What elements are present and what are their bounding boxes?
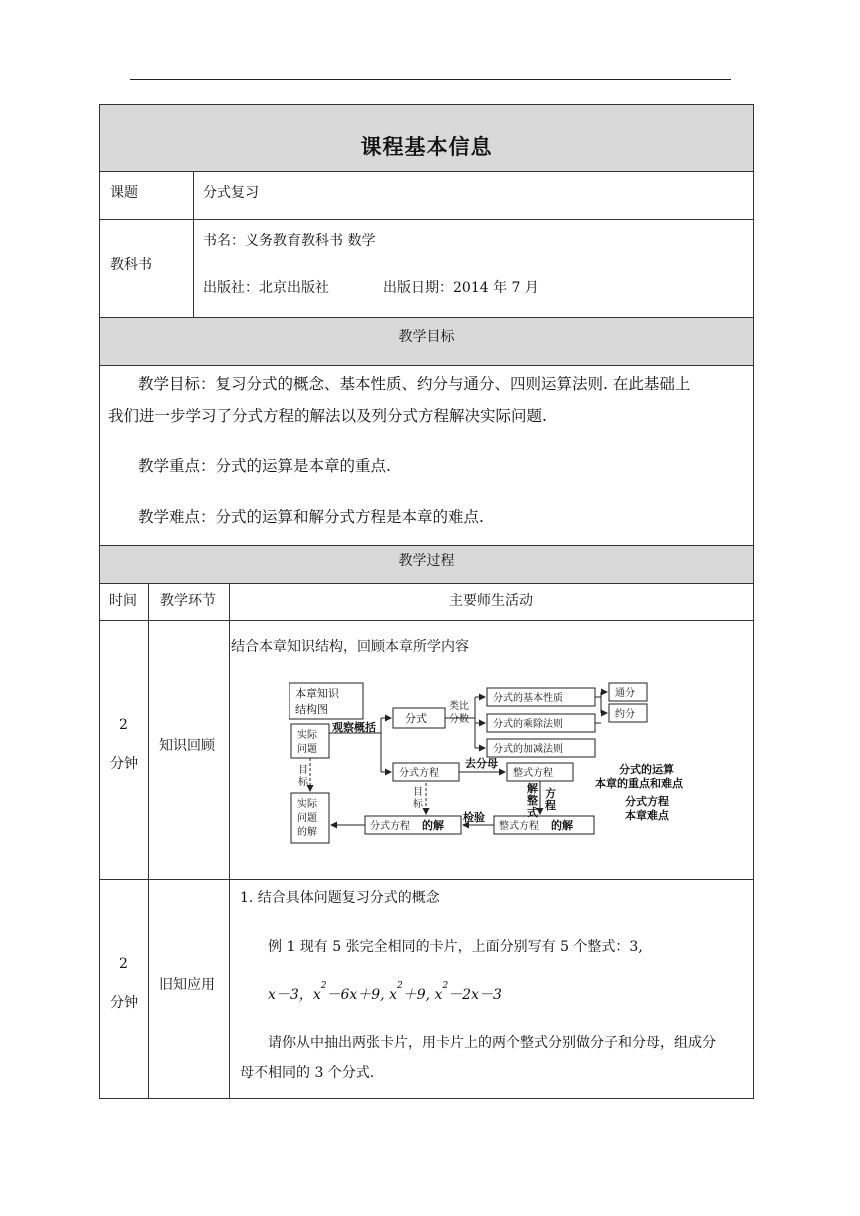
- objectives-header-row: [99, 318, 754, 366]
- text-fraction-solution-b: 的解: [422, 819, 444, 832]
- text-real-problem-1: 实际: [297, 730, 317, 741]
- text-note-eq-1: 分式方程: [625, 795, 669, 808]
- application-time-number: 2: [119, 956, 128, 972]
- text-note-eq-2: 本章难点: [625, 809, 669, 822]
- text-check: 检验: [463, 811, 485, 824]
- expr-2b: －6x＋9,: [326, 987, 385, 1003]
- goal-line-2: 我们进一步学习了分式方程的解法以及列分式方程解决实际问题.: [108, 407, 547, 425]
- text-structure-2: 结构图: [295, 703, 328, 716]
- text-add-sub: 分式的加减法则: [493, 744, 563, 755]
- process-column-headers: [99, 584, 754, 621]
- difficulty: 教学难点：分式的运算和解分式方程是本章的难点.: [138, 508, 484, 526]
- expr-1: x－3，: [268, 987, 313, 1003]
- text-integral-equation: 整式方程: [513, 768, 553, 779]
- text-basic-property: 分式的基本性质: [493, 693, 563, 704]
- header-rule: [130, 79, 731, 80]
- application-stage: 旧知应用: [159, 977, 215, 993]
- textbook-label: 教科书: [110, 257, 152, 273]
- text-remove-denom: 去分母: [465, 757, 498, 770]
- application-point: 1. 结合具体问题复习分式的概念: [240, 890, 440, 906]
- review-time-unit: 分钟: [110, 756, 138, 772]
- col-activity: 主要师生活动: [449, 593, 533, 609]
- text-solve-4: 方: [545, 787, 556, 800]
- expr-4a: x: [434, 987, 443, 1003]
- text-observe: 观察概括: [332, 721, 376, 734]
- review-time-number: 2: [119, 717, 128, 733]
- expr-3b: ＋9,: [402, 987, 431, 1003]
- goal-line-1: 教学目标：复习分式的概念、基本性质、约分与通分、四则运算法则. 在此基础上: [138, 375, 691, 393]
- text-mul-div: 分式的乘除法则: [493, 719, 563, 730]
- topic-value: 分式复习: [203, 185, 259, 201]
- course-info-title: 课程基本信息: [360, 134, 493, 159]
- knowledge-structure-diagram: [289, 681, 699, 851]
- text-real-solution-1: 实际: [297, 799, 317, 810]
- lesson-plan-table: [99, 104, 754, 1099]
- book-name: 书名：义务教育教科书 数学: [203, 233, 376, 249]
- expr-4-sup: 2: [442, 981, 449, 991]
- topic-row: [99, 172, 754, 220]
- col-time: 时间: [109, 593, 137, 609]
- objectives-header: 教学目标: [398, 329, 455, 345]
- publish-date: 出版日期：2014 年 7 月: [383, 280, 539, 296]
- course-info-title-row: [99, 104, 754, 172]
- key-point: 教学重点：分式的运算是本章的重点.: [138, 457, 391, 475]
- application-time-unit: 分钟: [110, 995, 138, 1011]
- text-goal-left-2: 标: [298, 777, 308, 788]
- objectives-content-row: [99, 366, 754, 546]
- expr-3-sup: 2: [396, 981, 403, 991]
- topic-label: 课题: [110, 185, 138, 201]
- text-common-denom: 通分: [615, 688, 635, 699]
- textbook-row: [99, 220, 754, 318]
- text-fraction-solution-a: 分式方程: [370, 821, 410, 832]
- text-integral-solution-a: 整式方程: [499, 821, 539, 832]
- review-intro: 结合本章知识结构，回顾本章所学内容: [231, 639, 469, 655]
- expr-3a: x: [389, 987, 397, 1003]
- expr-2a: x: [312, 987, 321, 1003]
- expr-4b: －2x－3: [448, 987, 502, 1003]
- process-row-application: [99, 880, 754, 1099]
- text-fraction-equation: 分式方程: [399, 768, 439, 779]
- application-example: 例 1 现有 5 张完全相同的卡片，上面分别写有 5 个整式：3,: [268, 939, 643, 955]
- text-goal-mid-1: 目: [413, 787, 423, 798]
- text-structure-1: 本章知识: [295, 687, 339, 700]
- text-note-ops-2: 本章的重点和难点: [595, 777, 683, 790]
- col-stage: 教学环节: [160, 593, 216, 609]
- text-solve-5: 程: [545, 799, 556, 812]
- publisher: 出版社：北京出版社: [203, 280, 329, 296]
- text-goal-left-1: 目: [298, 765, 308, 776]
- process-row-review: [99, 621, 754, 880]
- text-solve-3: 式: [527, 806, 538, 819]
- text-note-ops-1: 分式的运算: [619, 763, 674, 776]
- text-integral-solution-b: 的解: [551, 819, 573, 832]
- text-real-problem-2: 问题: [297, 744, 317, 755]
- text-analogy-1: 类比: [449, 701, 469, 712]
- application-question-2: 母不相同的 3 个分式.: [240, 1065, 375, 1081]
- application-question-1: 请你从中抽出两张卡片，用卡片上的两个整式分别做分子和分母，组成分: [268, 1035, 716, 1051]
- text-solve-2: 整: [527, 794, 538, 807]
- application-expressions: [268, 981, 502, 1004]
- process-header: 教学过程: [398, 553, 455, 569]
- text-solve-1: 解: [527, 782, 538, 795]
- text-analogy-2: 分数: [449, 714, 469, 725]
- text-reduce: 约分: [615, 709, 635, 720]
- process-header-row: [99, 546, 754, 584]
- text-real-solution-2: 问题: [297, 813, 317, 824]
- text-fraction: 分式: [405, 712, 427, 725]
- text-real-solution-3: 的解: [297, 827, 317, 838]
- expr-2-sup: 2: [320, 981, 327, 991]
- text-goal-mid-2: 标: [413, 799, 423, 810]
- review-stage: 知识回顾: [159, 738, 215, 754]
